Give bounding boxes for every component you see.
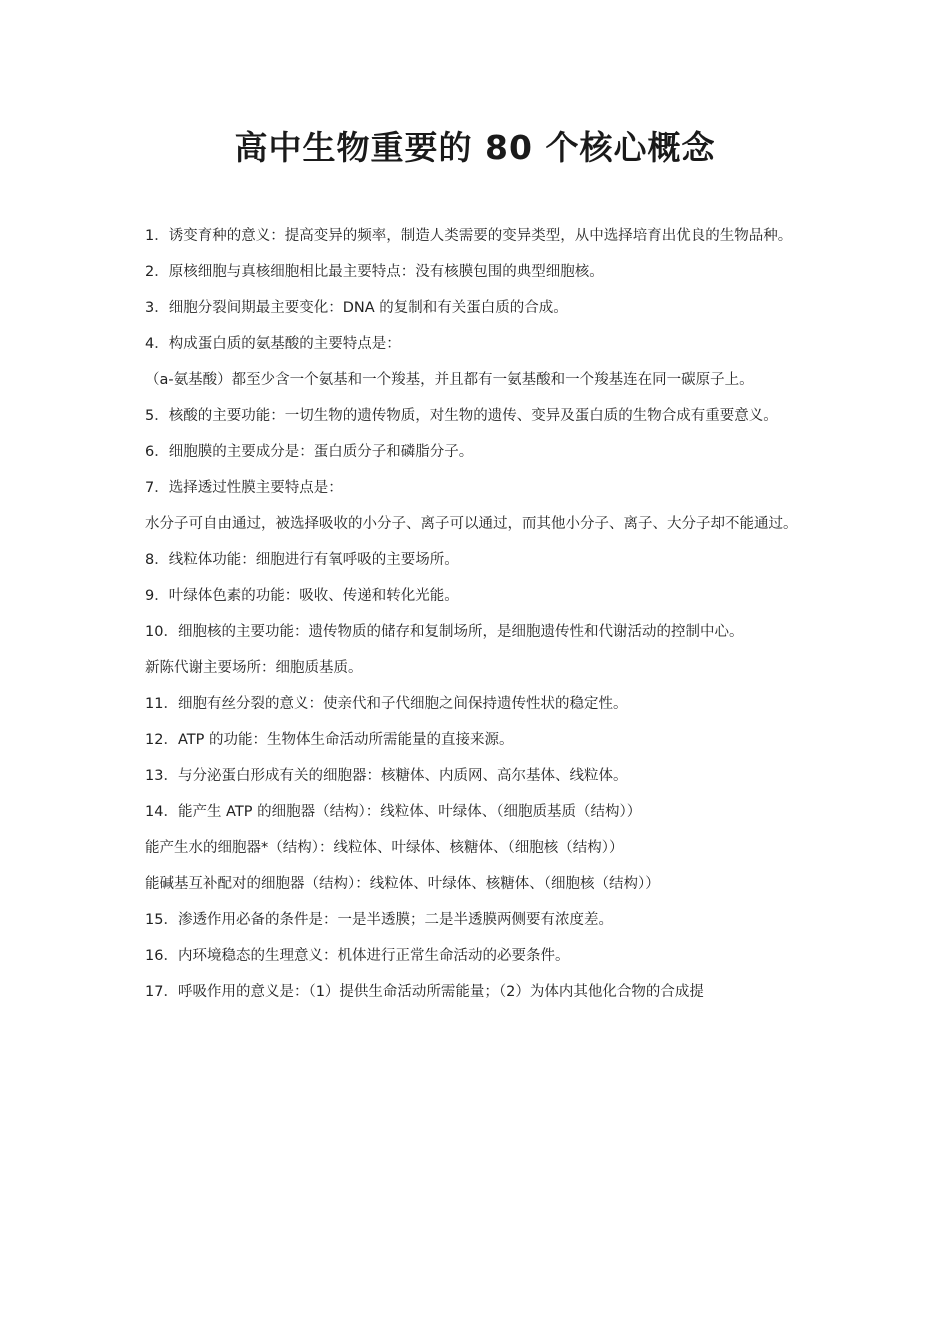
paragraph-10: 10．细胞核的主要功能：遗传物质的储存和复制场所，是细胞遗传性和代谢活动的控制中心。 <box>145 624 744 640</box>
paragraph-1: 1．诱变育种的意义：提高变异的频率，制造人类需要的变异类型，从中选择培育出优良的生物品种。 <box>145 228 793 244</box>
paragraph-8: 8．线粒体功能：细胞进行有氧呼吸的主要场所。 <box>145 552 459 568</box>
paragraph-11: 11．细胞有丝分裂的意义：使亲代和子代细胞之间保持遗传性状的稳定性。 <box>145 696 628 712</box>
document-body <box>145 222 815 1014</box>
paragraph-5: 5．核酸的主要功能：一切生物的遗传物质，对生物的遗传、变异及蛋白质的生物合成有重要意义。 <box>145 408 778 424</box>
paragraph-16: 16．内环境稳态的生理意义：机体进行正常生命活动的必要条件。 <box>145 948 570 964</box>
document-title: 高中生物重要的 80 个核心概念 <box>234 128 716 167</box>
paragraph-14-pairing: 能碱基互补配对的细胞器（结构）：线粒体、叶绿体、核糖体、（细胞核（结构）） <box>145 876 660 892</box>
paragraph-7: 7．选择透过性膜主要特点是： <box>145 480 343 496</box>
paragraph-14: 14．能产生 ATP 的细胞器（结构）：线粒体、叶绿体、（细胞质基质（结构）） <box>145 804 642 820</box>
paragraph-14-water: 能产生水的细胞器*（结构）：线粒体、叶绿体、核糖体、（细胞核（结构）） <box>145 840 624 856</box>
paragraph-4-detail: （a-氨基酸）都至少含一个氨基和一个羧基，并且都有一氨基酸和一个羧基连在同一碳原子上。 <box>145 372 754 388</box>
paragraph-15: 15．渗透作用必备的条件是：一是半透膜；二是半透膜两侧要有浓度差。 <box>145 912 613 928</box>
paragraph-13: 13．与分泌蛋白形成有关的细胞器：核糖体、内质网、高尔基体、线粒体。 <box>145 768 628 784</box>
paragraph-7-detail: 水分子可自由通过，被选择吸收的小分子、离子可以通过，而其他小分子、离子、大分子却不能通过。 <box>145 516 798 532</box>
paragraph-12: 12．ATP 的功能：生物体生命活动所需能量的直接来源。 <box>145 732 514 748</box>
paragraph-6: 6．细胞膜的主要成分是：蛋白质分子和磷脂分子。 <box>145 444 474 460</box>
paragraph-17: 17．呼吸作用的意义是：（1）提供生命活动所需能量；（2）为体内其他化合物的合成提 <box>145 984 704 1000</box>
paragraph-2: 2．原核细胞与真核细胞相比最主要特点：没有核膜包围的典型细胞核。 <box>145 264 604 280</box>
paragraph-9: 9．叶绿体色素的功能：吸收、传递和转化光能。 <box>145 588 459 604</box>
paragraph-3: 3．细胞分裂间期最主要变化：DNA 的复制和有关蛋白质的合成。 <box>145 300 568 316</box>
paragraph-10-note: 新陈代谢主要场所：细胞质基质。 <box>145 660 363 676</box>
paragraph-4: 4．构成蛋白质的氨基酸的主要特点是： <box>145 336 401 352</box>
